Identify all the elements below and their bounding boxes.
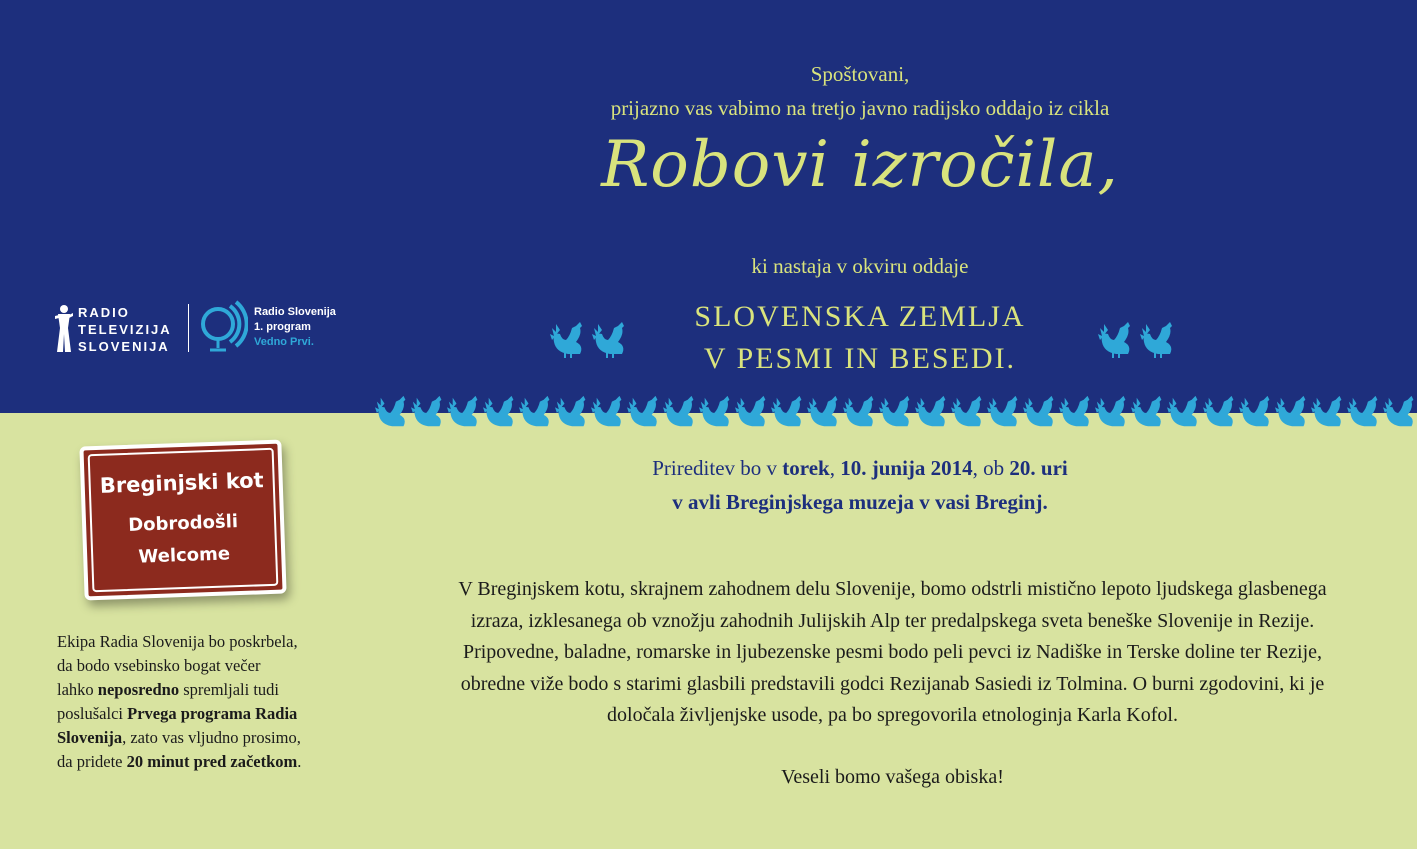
rooster-icon xyxy=(519,396,549,426)
rooster-icon xyxy=(1023,396,1053,426)
radio-slovenija-logo xyxy=(196,300,336,361)
greeting-line-2: prijazno vas vabimo na tretjo javno radijsko oddajo iz cikla xyxy=(610,96,1110,120)
closing-line: Veseli bomo vašega obiska! xyxy=(781,766,1004,788)
rooster-icon xyxy=(699,396,729,426)
radio-program-name: 1. program xyxy=(254,321,311,333)
welcome-road-sign xyxy=(79,440,286,601)
rtv-logo-line-2: TELEVIZIJA xyxy=(78,322,172,337)
rooster-pair-left xyxy=(548,318,632,358)
radio-slovenija-name: Radio Slovenija xyxy=(254,306,336,318)
rooster-icon xyxy=(1059,396,1089,426)
sign-welcome-sl: Dobrodošli xyxy=(127,511,239,536)
greeting xyxy=(500,57,1220,125)
rooster-icon xyxy=(1140,322,1172,358)
rooster-icon xyxy=(1167,396,1197,426)
description-line: določala življenjske usode, pa bo spregovorila etnologinja Karla Kofol. xyxy=(607,704,1178,726)
description-line: obredne viže bodo s starimi glasbili predstavili godci Rezijanab Sasiedi iz Tolmina. O burni zgodovini, ki je xyxy=(460,672,1325,695)
broadcast-note xyxy=(57,630,347,774)
note-line: Slovenija, zato vas vljudno prosimo, xyxy=(57,728,301,747)
rooster-icon xyxy=(987,396,1017,426)
rooster-icon xyxy=(771,396,801,426)
note-line: lahko neposredno spremljali tudi xyxy=(57,680,280,699)
rooster-pair-right xyxy=(1096,318,1180,358)
rooster-icon xyxy=(807,396,837,426)
cycle-title: Robovi izročila, xyxy=(601,128,1119,202)
rooster-icon xyxy=(735,396,765,426)
event-venue-line: v avli Breginjskega muzeja v vasi Breginj. xyxy=(672,490,1048,514)
rtv-figure-icon xyxy=(54,304,74,354)
note-line: da bodo vsebinsko bogat večer xyxy=(57,656,261,675)
note-line: poslušalci Prvega programa Radia xyxy=(57,704,298,723)
cycle-subtitle: ki nastaja v okviru oddaje xyxy=(751,254,969,278)
rooster-icon xyxy=(1311,396,1341,426)
rooster-icon xyxy=(915,396,945,426)
radio-globe-icon xyxy=(196,300,248,356)
greeting-line-1: Spoštovani, xyxy=(810,62,910,86)
rooster-icon xyxy=(483,396,513,426)
rooster-icon xyxy=(375,396,405,426)
radio-slogan: Vedno Prvi. xyxy=(254,336,314,348)
event-info xyxy=(500,451,1220,519)
sign-place-name: Breginjski kot xyxy=(99,468,264,498)
show-name-line-1: SLOVENSKA ZEMLJA xyxy=(694,300,1026,333)
note-line: Ekipa Radia Slovenija bo poskrbela, xyxy=(57,632,298,651)
rooster-icon xyxy=(1098,322,1130,358)
logo-divider xyxy=(188,304,189,352)
note-line: da pridete 20 minut pred začetkom. xyxy=(57,752,302,771)
rooster-icon xyxy=(1239,396,1269,426)
rooster-icon xyxy=(550,322,582,358)
description-line: Pripovedne, baladne, romarske in ljubezenske pesmi bodo peli pevci iz Nadiške in Terske doline ter Rezije, xyxy=(462,641,1323,663)
rtv-logo-line-3: SLOVENIJA xyxy=(78,339,170,354)
rooster-icon xyxy=(1275,396,1305,426)
rooster-icon xyxy=(1203,396,1233,426)
description-line: V Breginjskem kotu, skrajnem zahodnem delu Slovenije, bomo odstrli mistično lepoto ljudskega glasbenega xyxy=(458,578,1327,600)
rooster-border xyxy=(375,392,1417,432)
rooster-icon xyxy=(627,396,657,426)
event-description xyxy=(395,574,1390,732)
rooster-icon xyxy=(591,396,621,426)
show-name-line-2: V PESMI IN BESEDI. xyxy=(703,342,1017,375)
rooster-icon xyxy=(1347,396,1377,426)
rtv-logo-line-1: RADIO xyxy=(78,305,130,320)
rooster-icon xyxy=(411,396,441,426)
rooster-icon xyxy=(663,396,693,426)
rooster-icon xyxy=(951,396,981,426)
sign-welcome-en: Welcome xyxy=(138,543,231,568)
rooster-icon xyxy=(1383,396,1413,426)
rooster-icon xyxy=(447,396,477,426)
rooster-icon xyxy=(879,396,909,426)
event-date-line: Prireditev bo v torek, 10. junija 2014, ob 20. uri xyxy=(652,456,1068,480)
rooster-icon xyxy=(843,396,873,426)
rooster-icon xyxy=(1131,396,1161,426)
rooster-icon xyxy=(555,396,585,426)
rooster-icon xyxy=(1095,396,1125,426)
rooster-icon xyxy=(592,322,624,358)
rtv-logo xyxy=(54,304,194,356)
description-line: izraza, izklesanega ob vznožju zahodnih Julijskih Alp ter predalpskega sveta beneške Slovenije in Rezije. xyxy=(470,609,1315,632)
